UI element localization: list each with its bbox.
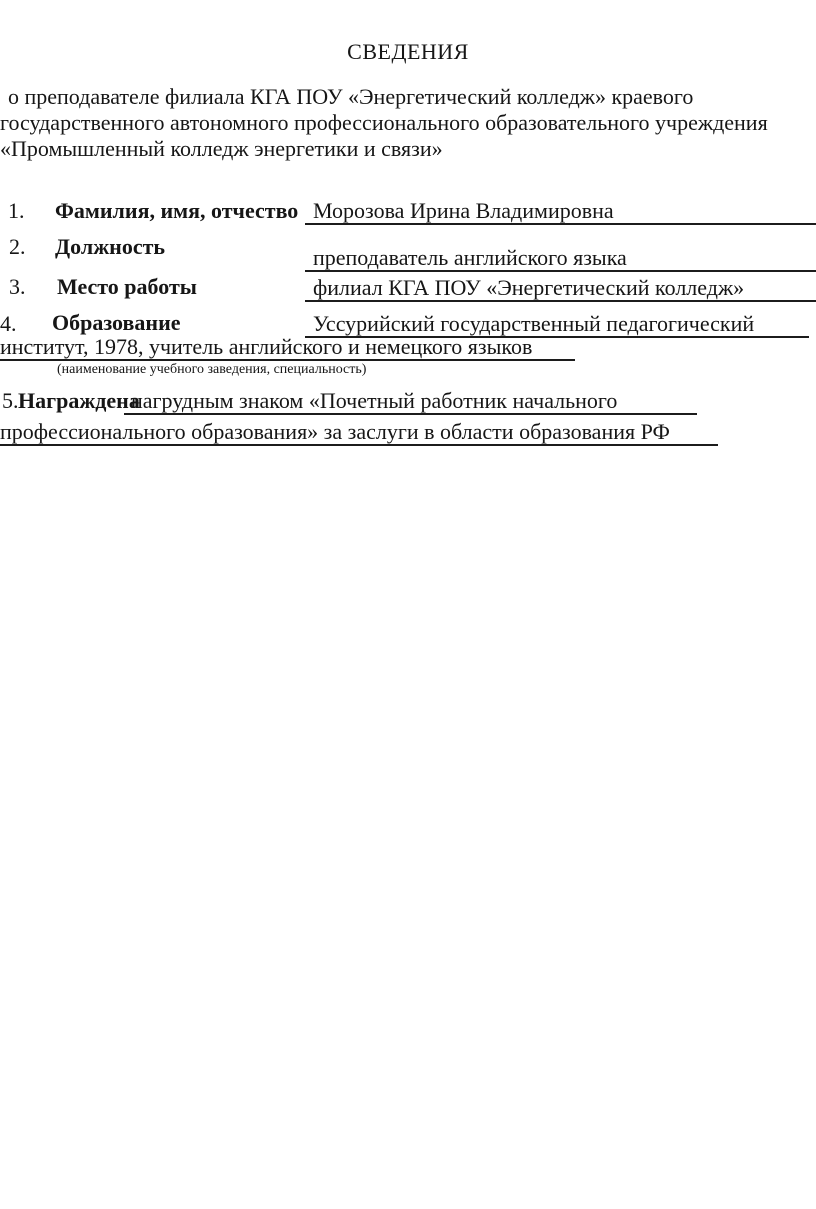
- field-number: 3.: [9, 274, 26, 299]
- field-label: Фамилия, имя, отчество: [55, 198, 299, 223]
- field-label: Должность: [55, 234, 166, 259]
- document-title: СВЕДЕНИЯ: [347, 39, 469, 64]
- field-caption: (наименование учебного заведения, специальность): [57, 362, 367, 377]
- field-value-line2: профессионального образования» за заслуги в области образования РФ: [0, 420, 718, 446]
- field-label: Награждена: [18, 388, 140, 413]
- intro-line-1: о преподавателе филиала КГА ПОУ «Энергетический колледж» краевого: [8, 84, 694, 109]
- field-label: Образование: [52, 310, 181, 335]
- intro-line-2: государственного автономного профессионального образовательного учреждения: [0, 110, 768, 135]
- field-value: Морозова Ирина Владимировна: [305, 199, 816, 225]
- field-value: Уссурийский государственный педагогический: [305, 312, 809, 338]
- intro-line-3: «Промышленный колледж энергетики и связи»: [0, 136, 443, 161]
- field-number: 2.: [9, 234, 26, 259]
- field-number: 5.: [2, 388, 19, 413]
- field-number: 4.: [0, 311, 17, 336]
- field-value: филиал КГА ПОУ «Энергетический колледж»: [305, 276, 816, 302]
- field-value: преподаватель английского языка: [305, 246, 816, 272]
- field-value: нагрудным знаком «Почетный работник начального: [124, 389, 697, 415]
- field-value-line2: институт, 1978, учитель английского и немецкого языков: [0, 335, 575, 361]
- field-number: 1.: [8, 198, 25, 223]
- field-label: Место работы: [57, 274, 197, 299]
